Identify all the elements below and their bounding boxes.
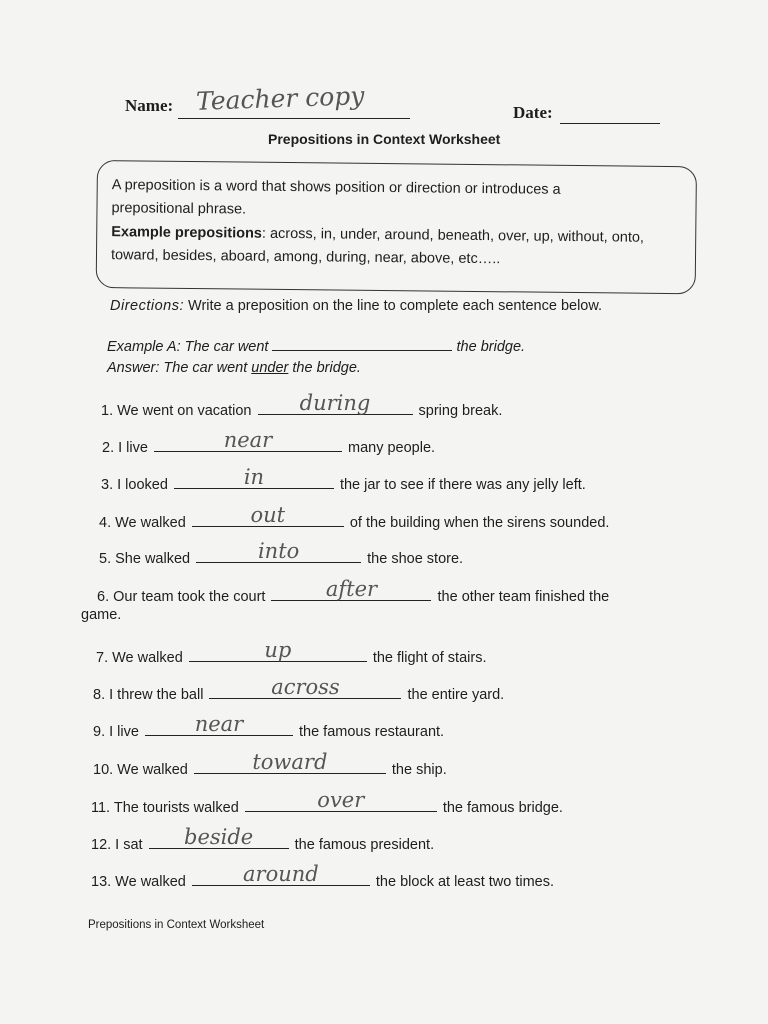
answer-blank[interactable] xyxy=(196,539,361,563)
question-3 xyxy=(101,465,586,493)
answer-blank[interactable] xyxy=(149,825,289,849)
examples-label: Example prepositions xyxy=(111,224,263,242)
answer-blank[interactable] xyxy=(174,465,334,489)
answer-blank[interactable] xyxy=(154,428,342,452)
example-label: Example A: xyxy=(107,339,181,355)
directions-label: Directions: xyxy=(110,298,184,314)
question-continuation: the famous bridge. xyxy=(438,800,563,816)
question-1 xyxy=(101,391,503,419)
question-text: 8. I threw the ball xyxy=(93,687,208,703)
handwritten-answer: over xyxy=(317,788,365,812)
examples-line-2: toward, besides, aboard, among, during, near, above, etc….. xyxy=(110,247,501,268)
page-footer: Prepositions in Context Worksheet xyxy=(88,919,265,931)
question-text: 13. We walked xyxy=(91,874,190,890)
question-wrap-line: game. xyxy=(81,607,122,623)
handwritten-answer: after xyxy=(325,577,378,601)
handwritten-answer: across xyxy=(271,675,340,699)
question-text: 6. Our team took the court xyxy=(97,589,270,605)
answer-blank[interactable] xyxy=(189,638,367,662)
answer-label: Answer: xyxy=(107,360,160,376)
question-8 xyxy=(93,675,505,703)
example-blank xyxy=(272,336,452,351)
handwritten-answer: around xyxy=(243,862,319,886)
question-7 xyxy=(96,638,487,666)
example-answer: Answer: The car went under the bridge. xyxy=(107,360,361,376)
question-text: 12. I sat xyxy=(91,837,147,853)
examples-text-1: : across, in, under, around, beneath, over, up, without, onto, xyxy=(261,225,645,246)
handwritten-answer: up xyxy=(264,638,292,662)
question-text: 9. I live xyxy=(93,724,143,740)
answer-blank[interactable] xyxy=(245,788,437,812)
definition-box xyxy=(96,160,697,294)
question-6 xyxy=(81,577,610,623)
question-continuation: the other team finished the xyxy=(433,589,610,605)
question-continuation: of the building when the sirens sounded. xyxy=(345,515,610,531)
question-13 xyxy=(91,862,555,890)
question-text: 4. We walked xyxy=(99,515,190,531)
question-5 xyxy=(99,539,464,567)
date-line xyxy=(560,123,660,124)
question-12 xyxy=(91,825,435,853)
question-4 xyxy=(99,503,610,531)
date-label: Date: xyxy=(513,103,553,122)
name-line xyxy=(178,118,410,119)
question-9 xyxy=(93,712,445,740)
question-text: 2. I live xyxy=(102,440,152,456)
answer-blank[interactable] xyxy=(145,712,293,736)
question-continuation: the jar to see if there was any jelly left. xyxy=(335,477,586,493)
handwritten-answer: toward xyxy=(252,750,328,774)
handwritten-answer: beside xyxy=(184,825,254,849)
handwritten-answer: in xyxy=(243,465,265,489)
question-2 xyxy=(102,428,436,456)
directions-text: Write a preposition on the line to complete each sentence below. xyxy=(184,298,603,314)
worksheet-title: Prepositions in Context Worksheet xyxy=(268,131,501,147)
definition-line-2: prepositional phrase. xyxy=(111,200,247,218)
question-continuation: the famous president. xyxy=(290,837,435,853)
answer-blank[interactable] xyxy=(258,391,413,415)
handwritten-answer: out xyxy=(250,503,286,527)
question-continuation: the block at least two times. xyxy=(371,874,555,890)
question-text: 10. We walked xyxy=(93,762,192,778)
example-sentence: Example A: The car went the bridge. xyxy=(107,336,525,355)
name-label: Name: xyxy=(125,96,174,115)
examples-line-1 xyxy=(111,222,644,248)
question-text: 5. She walked xyxy=(99,551,195,567)
question-continuation: the flight of stairs. xyxy=(368,650,487,666)
answer-blank[interactable] xyxy=(192,503,344,527)
question-text: 1. We went on vacation xyxy=(101,403,256,419)
question-continuation: the ship. xyxy=(387,762,447,778)
handwritten-answer: near xyxy=(223,428,273,452)
answer-word: under xyxy=(251,360,289,376)
question-continuation: spring break. xyxy=(414,403,503,419)
question-text: 7. We walked xyxy=(96,650,187,666)
handwritten-answer: near xyxy=(194,712,244,736)
directions xyxy=(110,298,602,314)
answer-blank[interactable] xyxy=(271,577,431,601)
question-continuation: the entire yard. xyxy=(403,687,505,703)
question-continuation: the famous restaurant. xyxy=(294,724,445,740)
question-continuation: many people. xyxy=(343,440,436,456)
answer-blank[interactable] xyxy=(209,675,401,699)
question-10 xyxy=(93,750,447,778)
question-11 xyxy=(91,788,563,816)
answer-blank[interactable] xyxy=(192,862,370,886)
question-continuation: the shoe store. xyxy=(363,551,464,567)
answer-blank[interactable] xyxy=(194,750,386,774)
handwritten-answer: during xyxy=(299,391,371,415)
question-text: 11. The tourists walked xyxy=(91,800,243,816)
name-handwritten: Teacher copy xyxy=(195,81,365,116)
handwritten-answer: into xyxy=(257,539,300,563)
definition-line-1: A preposition is a word that shows position or direction or introduces a xyxy=(111,177,561,198)
question-text: 3. I looked xyxy=(101,477,172,493)
